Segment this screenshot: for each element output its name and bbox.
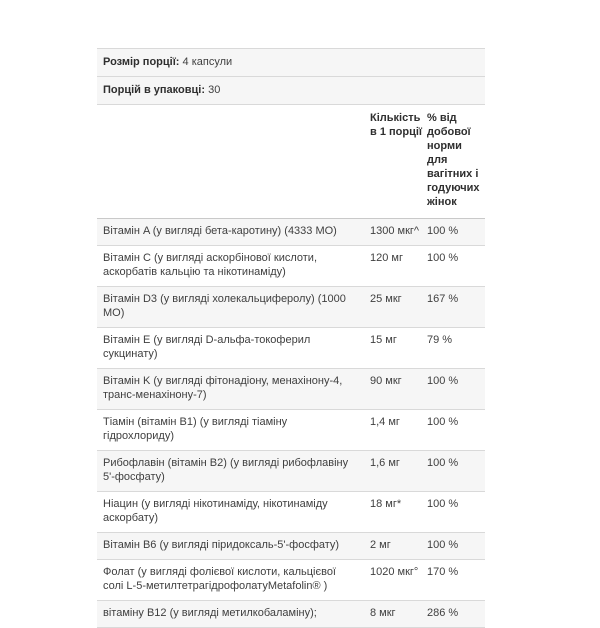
nutrient-dv-cell: 100 % [427, 539, 459, 551]
nutrient-amount-cell: 2 мг [370, 539, 391, 551]
nutrient-amount-cell: 1,4 мг [370, 416, 400, 428]
nutrient-name-cell: Рибофлавін (вітамін B2) (у вигляді рибофлавіну 5'-фосфату) [103, 457, 349, 483]
header-nutrient-spacer [97, 105, 370, 218]
nutrient-name-cell: Вітамін A (у вигляді бета-каротину) (4333 МО) [103, 225, 337, 237]
table-row [97, 328, 485, 369]
nutrient-dv-cell: 167 % [427, 293, 459, 305]
nutrient-name-cell: Тіамін (вітамін B1) (у вигляді тіаміну гідрохлориду) [103, 416, 288, 442]
servings-per-container-value: 30 [208, 84, 221, 96]
nutrient-name-cell: вітаміну B12 (у вигляді метилкобаламіну); [103, 607, 317, 619]
nutrient-rows [97, 219, 485, 628]
table-row [97, 560, 485, 601]
nutrient-dv-cell: 170 % [427, 566, 459, 578]
nutrient-dv-cell: 286 % [427, 607, 459, 619]
nutrient-amount-cell: 25 мкг [370, 293, 402, 305]
nutrient-name-cell: Вітамін K (у вигляді фітонадіону, менахінону-4, транс-менахінону-7) [103, 375, 343, 401]
servings-per-container-label: Порцій в упаковці: [103, 84, 206, 96]
table-row [97, 533, 485, 560]
nutrient-amount-cell: 1,6 мг [370, 457, 400, 469]
nutrient-dv-cell: 100 % [427, 225, 459, 237]
nutrient-amount-cell: 8 мкг [370, 607, 396, 619]
nutrient-dv-cell: 100 % [427, 375, 459, 387]
nutrient-name-cell: Фолат (у вигляді фолієвої кислоти, кальцієвої солі L-5-метилтетрагідрофолатуMetafolin® ) [103, 566, 336, 592]
nutrient-amount-cell: 18 мг* [370, 498, 402, 510]
nutrient-amount-cell: 1300 мкг^ [370, 225, 420, 237]
nutrient-name-cell: Вітамін B6 (у вигляді піридоксаль-5'-фосфату) [103, 539, 340, 551]
nutrient-dv-cell: 100 % [427, 498, 459, 510]
servings-per-container-row [97, 77, 485, 105]
table-row [97, 451, 485, 492]
table-header-row [97, 105, 485, 219]
nutrient-name-cell: Вітамін E (у вигляді D-альфа-токоферил сукцинату) [103, 334, 311, 360]
header-amount-per-serving: Кількість в 1 порції [370, 112, 422, 138]
nutrient-dv-cell: 79 % [427, 334, 453, 346]
table-row [97, 492, 485, 533]
nutrient-dv-cell: 100 % [427, 457, 459, 469]
table-row [97, 219, 485, 246]
table-row [97, 287, 485, 328]
table-row [97, 410, 485, 451]
nutrient-name-cell: Вітамін D3 (у вигляді холекальциферолу) (1000 МО) [103, 293, 346, 319]
nutrient-dv-cell: 100 % [427, 252, 459, 264]
nutrient-dv-cell: 100 % [427, 416, 459, 428]
table-row [97, 246, 485, 287]
nutrient-amount-cell: 90 мкг [370, 375, 402, 387]
serving-size-row [97, 49, 485, 77]
serving-size-label: Розмір порції: [103, 56, 180, 68]
table-row [97, 369, 485, 410]
header-daily-value: % від добової норми для вагітних і годуючих жінок [427, 112, 480, 208]
nutrient-amount-cell: 1020 мкг° [370, 566, 419, 578]
serving-size-value: 4 капсули [182, 56, 233, 68]
nutrient-amount-cell: 15 мг [370, 334, 397, 346]
table-row [97, 601, 485, 628]
nutrient-name-cell: Вітамін C (у вигляді аскорбінової кислоти, аскорбатів кальцію та нікотинаміду) [103, 252, 318, 278]
nutrient-name-cell: Ніацин (у вигляді нікотинаміду, нікотинаміду аскорбату) [103, 498, 328, 524]
supplement-facts-table [97, 48, 485, 628]
nutrient-amount-cell: 120 мг [370, 252, 403, 264]
